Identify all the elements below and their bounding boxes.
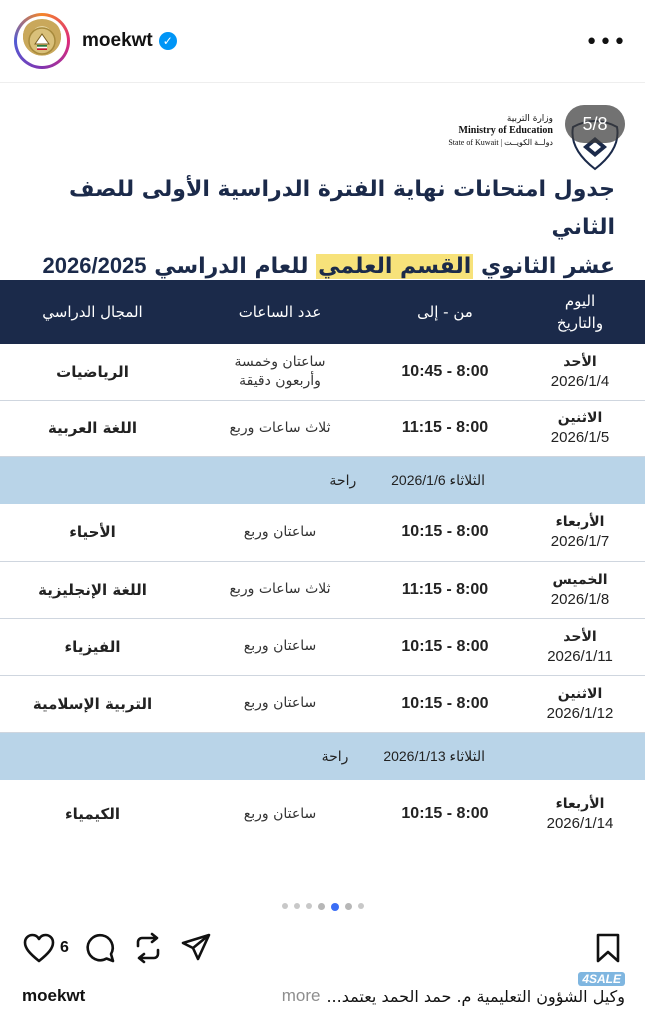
table-row: [0, 618, 645, 675]
ministry-name-en: Ministry of Education: [458, 125, 553, 136]
subject-cell: اللغة العربية: [0, 400, 185, 456]
time-cell: 11:15 - 8:00: [375, 561, 515, 618]
action-bar: [22, 928, 625, 968]
table-row: [0, 344, 645, 400]
time-cell: 10:15 - 8:00: [375, 504, 515, 561]
day-name: الخميس: [552, 571, 608, 588]
day-cell: [515, 504, 645, 561]
col-header-day: اليوم والتاريخ: [556, 292, 604, 332]
title-highlight: القسم العلمي: [318, 254, 472, 279]
day-cell: [515, 344, 645, 400]
rest-day-cell: [0, 732, 645, 780]
schedule-title: [20, 171, 615, 286]
hours-cell: ساعتان وربع: [185, 504, 375, 561]
day-cell: [515, 675, 645, 732]
caption-username[interactable]: moekwt: [22, 986, 86, 1005]
ministry-name-ar: وزارة التربية: [506, 114, 553, 124]
rest-label: راحة: [321, 748, 349, 765]
carousel-dot: [358, 903, 364, 909]
share-icon[interactable]: [179, 931, 213, 965]
rest-day-date: الثلاثاء 2026/1/6: [391, 471, 485, 488]
rest-day-date: الثلاثاء 2026/1/13: [383, 747, 485, 764]
day-name: الأربعاء: [555, 796, 605, 812]
title-line-1: جدول امتحانات نهاية الفترة الدراسية الأولى للصف الثاني: [68, 177, 615, 240]
verified-badge-icon: ✓: [159, 32, 177, 50]
bookmark-icon[interactable]: [591, 931, 625, 965]
hours-cell: ثلاث ساعات وربع: [185, 561, 375, 618]
table-header-row: [0, 280, 645, 344]
day-cell: [515, 561, 645, 618]
time-cell: 10:15 - 8:00: [401, 805, 489, 822]
day-cell: [515, 400, 645, 456]
day-name: الأحد: [563, 353, 597, 370]
title-part: للعام الدراسي: [146, 254, 317, 279]
day-cell: [515, 780, 645, 848]
day-date: 2026/1/14: [546, 815, 614, 832]
kuwait-emblem-icon: [20, 19, 64, 63]
carousel-dot: [318, 903, 325, 910]
hours-cell: ساعتان وربع: [185, 618, 375, 675]
day-name: الأربعاء: [555, 514, 605, 531]
repost-icon[interactable]: [131, 931, 165, 965]
day-name: الأحد: [563, 628, 597, 645]
carousel-counter: 5/8: [565, 105, 625, 143]
table-row: [0, 780, 645, 848]
caption: [22, 984, 625, 1008]
col-header-hours: عدد الساعات: [238, 303, 322, 321]
time-cell: 11:15 - 8:00: [375, 400, 515, 456]
table-row: [0, 504, 645, 561]
comment-icon[interactable]: [83, 931, 117, 965]
carousel-dot: [306, 903, 312, 909]
hours-cell: ثلاث ساعات وربع: [185, 400, 375, 456]
rest-label: راحة: [329, 472, 357, 489]
time-cell: 10:45 - 8:00: [375, 344, 515, 400]
table-row: [0, 561, 645, 618]
day-name: الاثنين: [557, 410, 603, 426]
subject-cell: الرياضيات: [0, 344, 185, 400]
caption-text: وكيل الشؤون التعليمية م. حمد الحمد يعتمد...: [326, 986, 625, 1006]
carousel-dot: [345, 903, 352, 910]
table-row: [0, 400, 645, 456]
post-image[interactable]: [0, 82, 645, 892]
subject-cell: الكيمياء: [64, 805, 121, 823]
post-header: [0, 0, 645, 82]
day-date: 2026/1/8: [550, 590, 610, 608]
carousel-dots: [0, 903, 645, 911]
subject-cell: الأحياء: [0, 504, 185, 561]
time-cell: 10:15 - 8:00: [375, 618, 515, 675]
exam-schedule-table: [0, 280, 645, 848]
col-header-subject: المجال الدراسي: [42, 303, 143, 321]
ministry-logo-text: [448, 113, 553, 149]
table-row: [0, 675, 645, 732]
hours-cell: ساعتان وربع: [243, 805, 317, 822]
day-date: 2026/1/7: [550, 533, 610, 551]
4sale-watermark: 4SALE: [578, 972, 625, 986]
day-date: 2026/1/5: [550, 429, 610, 446]
like-count[interactable]: 6: [60, 939, 69, 956]
heart-icon[interactable]: [22, 931, 56, 965]
title-part: عشر الثانوي: [473, 254, 615, 279]
day-date: 2026/1/11: [547, 647, 613, 665]
time-cell: 10:15 - 8:00: [375, 675, 515, 732]
col-header-time: من - إلى: [417, 303, 473, 321]
subject-cell: التربية الإسلامية: [0, 675, 185, 732]
carousel-dot: [282, 903, 288, 909]
hours-cell: ساعتان وربع: [185, 675, 375, 732]
day-date: 2026/1/4: [550, 372, 610, 390]
more-dots-icon[interactable]: •••: [585, 30, 627, 55]
subject-cell: اللغة الإنجليزية: [0, 561, 185, 618]
day-name: الاثنين: [557, 685, 603, 702]
caption-more-link[interactable]: more: [281, 986, 321, 1005]
carousel-dot-active: [331, 903, 339, 911]
state-name: State of Kuwait | دولــة الكويــت: [448, 138, 553, 147]
avatar[interactable]: [14, 13, 70, 69]
title-year: 2026/2025: [42, 253, 147, 278]
header-username[interactable]: moekwt: [82, 30, 153, 51]
subject-cell: الفيزياء: [0, 618, 185, 675]
rest-day-cell: [0, 456, 645, 504]
day-cell: [515, 618, 645, 675]
carousel-dot: [294, 903, 300, 909]
hours-cell: ساعتان وخمسة وأربعون دقيقة: [185, 344, 375, 400]
day-date: 2026/1/12: [546, 704, 614, 722]
rest-day-row: [0, 732, 645, 780]
rest-day-row: [0, 456, 645, 504]
